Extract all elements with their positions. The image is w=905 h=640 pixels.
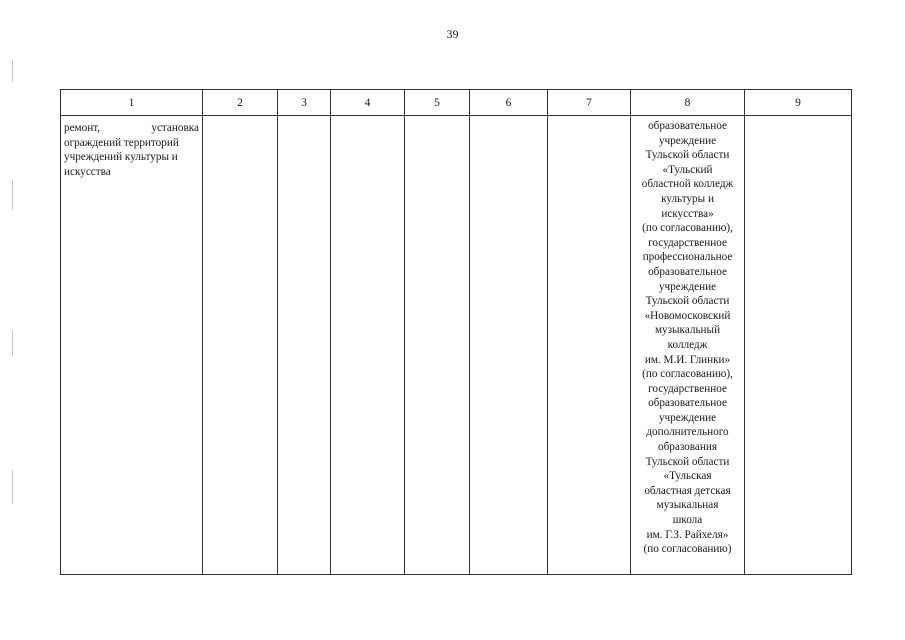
cell-line: областной колледж — [641, 178, 734, 191]
data-table — [60, 89, 852, 575]
cell-line: школа — [672, 514, 703, 527]
cell-line — [64, 121, 199, 136]
cell-line: «Новомосковский — [644, 309, 731, 322]
cell-line: колледж — [667, 338, 708, 351]
cell-line: Тульской области — [645, 149, 730, 162]
cell-line: искусства — [64, 165, 111, 178]
empty-cell — [470, 116, 548, 575]
empty-cell — [203, 116, 278, 575]
cell-line: Тульской области — [645, 455, 730, 468]
cell-line: музыкальная — [656, 499, 719, 512]
column-header: 2 — [203, 90, 278, 116]
cell-line: им. Г.З. Райхеля» — [646, 528, 729, 541]
column-header: 4 — [331, 90, 405, 116]
scan-margin-mark — [12, 60, 13, 82]
cell-line: учреждение — [658, 411, 717, 424]
cell-line: дополнительного — [646, 426, 729, 439]
empty-cell — [745, 116, 852, 575]
table-row — [61, 116, 852, 575]
scan-margin-mark — [12, 180, 13, 210]
column-header: 6 — [470, 90, 548, 116]
activity-cell — [61, 116, 203, 575]
column-header: 5 — [405, 90, 470, 116]
cell-line: образования — [657, 441, 717, 454]
cell-line: ограждений территорий — [64, 136, 179, 149]
column-header: 7 — [548, 90, 631, 116]
cell-line: государственное — [648, 382, 727, 395]
empty-cell — [331, 116, 405, 575]
header-row — [61, 90, 852, 116]
scan-margin-mark — [12, 330, 13, 356]
empty-cell — [548, 116, 631, 575]
executors-cell — [631, 116, 745, 575]
cell-line: «Тульский — [662, 163, 713, 176]
cell-line: образовательное — [648, 265, 727, 278]
cell-line: музыкальный — [654, 324, 721, 337]
scan-margin-mark — [12, 470, 13, 504]
cell-line: Тульской области — [645, 295, 730, 308]
empty-cell — [278, 116, 331, 575]
cell-word: ремонт, — [64, 122, 101, 134]
cell-line: образовательное — [648, 120, 727, 132]
cell-line: образовательное — [648, 397, 727, 410]
cell-line: (по согласованию) — [643, 543, 732, 556]
column-header: 1 — [61, 90, 203, 116]
cell-line: (по согласованию), — [642, 222, 733, 235]
cell-line: искусства» — [661, 207, 714, 220]
page-number: 39 — [446, 27, 459, 41]
column-header: 8 — [631, 90, 745, 116]
cell-line: культуры и — [661, 192, 714, 205]
cell-line: учреждений культуры и — [64, 151, 178, 164]
column-header: 9 — [745, 90, 852, 116]
cell-line: областная детская — [644, 484, 731, 497]
empty-cell — [405, 116, 470, 575]
cell-line: «Тульская — [663, 470, 712, 483]
cell-line: (по согласованию), — [642, 368, 733, 381]
cell-line: профессиональное — [642, 251, 733, 264]
cell-line: учреждение — [658, 134, 717, 147]
cell-line: им. М.И. Глинки» — [644, 353, 731, 366]
cell-line: учреждение — [658, 280, 717, 293]
cell-line: государственное — [648, 236, 727, 249]
cell-word: установка — [151, 122, 199, 134]
column-header: 3 — [278, 90, 331, 116]
